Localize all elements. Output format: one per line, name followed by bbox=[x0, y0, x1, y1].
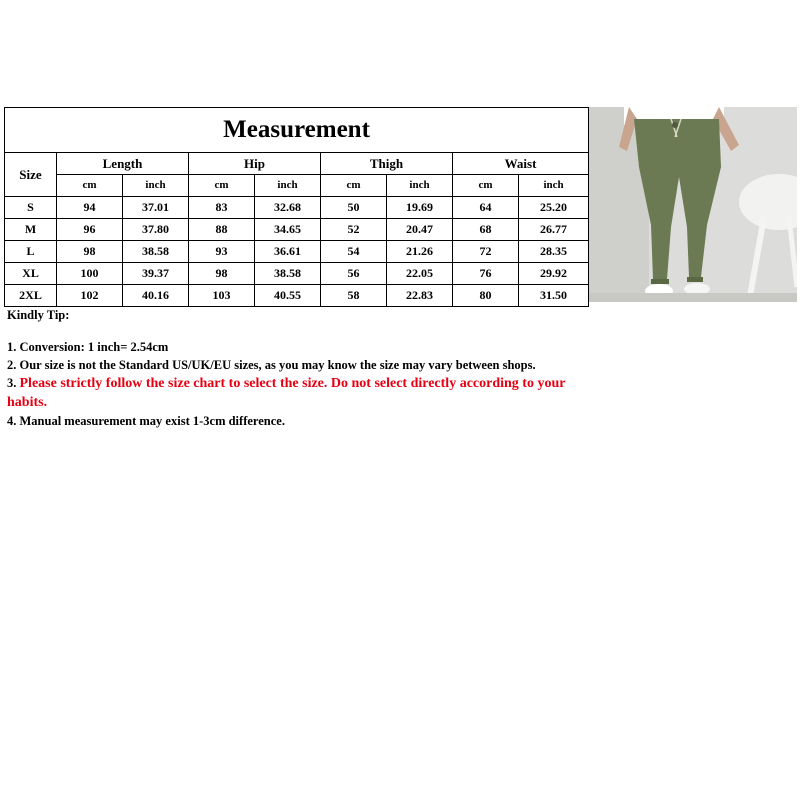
green-pants-illustration bbox=[589, 107, 797, 302]
measurement-cell: 52 bbox=[321, 219, 387, 241]
tips-title: Kindly Tip: bbox=[7, 308, 70, 322]
measurement-cell: 32.68 bbox=[255, 197, 321, 219]
measurement-cell: 98 bbox=[189, 263, 255, 285]
unit-header-cm: cm bbox=[321, 175, 387, 197]
unit-header-inch: inch bbox=[255, 175, 321, 197]
measurement-cell: 102 bbox=[57, 285, 123, 307]
size-label: 2XL bbox=[5, 285, 57, 307]
size-label: S bbox=[5, 197, 57, 219]
measurement-cell: 26.77 bbox=[519, 219, 589, 241]
measurement-cell: 40.16 bbox=[123, 285, 189, 307]
tip-item bbox=[7, 374, 607, 412]
group-header-hip: Hip bbox=[189, 153, 321, 175]
tip-item bbox=[7, 356, 607, 374]
measurement-cell: 31.50 bbox=[519, 285, 589, 307]
tip-text: 2. Our size is not the Standard US/UK/EU sizes, as you may know the size may vary between shops. bbox=[7, 358, 536, 372]
unit-header-inch: inch bbox=[387, 175, 453, 197]
group-header-waist: Waist bbox=[453, 153, 589, 175]
size-label: M bbox=[5, 219, 57, 241]
table-row bbox=[5, 197, 589, 219]
group-header-length: Length bbox=[57, 153, 189, 175]
unit-header-inch: inch bbox=[123, 175, 189, 197]
measurement-cell: 68 bbox=[453, 219, 519, 241]
tip-highlight-text: Please strictly follow the size chart to select the size. Do not select directly according to your habits. bbox=[7, 376, 566, 410]
measurement-cell: 19.69 bbox=[387, 197, 453, 219]
measurement-cell: 94 bbox=[57, 197, 123, 219]
table-row bbox=[5, 263, 589, 285]
measurement-cell: 25.20 bbox=[519, 197, 589, 219]
measurement-cell: 20.47 bbox=[387, 219, 453, 241]
measurement-cell: 37.01 bbox=[123, 197, 189, 219]
tip-item bbox=[7, 338, 607, 356]
tip-text: 3. bbox=[7, 376, 20, 390]
measurement-cell: 22.83 bbox=[387, 285, 453, 307]
size-chart-table bbox=[4, 107, 589, 307]
table-row bbox=[5, 285, 589, 307]
measurement-cell: 28.35 bbox=[519, 241, 589, 263]
measurement-cell: 64 bbox=[453, 197, 519, 219]
group-header-thigh: Thigh bbox=[321, 153, 453, 175]
tip-item bbox=[7, 412, 607, 430]
unit-header-cm: cm bbox=[189, 175, 255, 197]
measurement-cell: 88 bbox=[189, 219, 255, 241]
measurement-cell: 80 bbox=[453, 285, 519, 307]
measurement-cell: 56 bbox=[321, 263, 387, 285]
unit-header-cm: cm bbox=[453, 175, 519, 197]
size-label: L bbox=[5, 241, 57, 263]
table-row bbox=[5, 219, 589, 241]
tips-list bbox=[7, 338, 607, 430]
measurement-cell: 38.58 bbox=[255, 263, 321, 285]
measurement-cell: 72 bbox=[453, 241, 519, 263]
measurement-cell: 98 bbox=[57, 241, 123, 263]
tip-text: 4. Manual measurement may exist 1-3cm difference. bbox=[7, 414, 285, 428]
measurement-cell: 21.26 bbox=[387, 241, 453, 263]
measurement-cell: 58 bbox=[321, 285, 387, 307]
measurement-cell: 34.65 bbox=[255, 219, 321, 241]
measurement-cell: 103 bbox=[189, 285, 255, 307]
kindly-tips bbox=[7, 306, 607, 430]
measurement-cell: 38.58 bbox=[123, 241, 189, 263]
unit-header-cm: cm bbox=[57, 175, 123, 197]
measurement-cell: 39.37 bbox=[123, 263, 189, 285]
product-photo bbox=[589, 107, 797, 302]
measurement-cell: 37.80 bbox=[123, 219, 189, 241]
tip-text: 1. Conversion: 1 inch= 2.54cm bbox=[7, 340, 169, 354]
table-row bbox=[5, 241, 589, 263]
measurement-cell: 76 bbox=[453, 263, 519, 285]
measurement-cell: 93 bbox=[189, 241, 255, 263]
measurement-cell: 96 bbox=[57, 219, 123, 241]
size-column-header: Size bbox=[5, 153, 57, 197]
measurement-cell: 40.55 bbox=[255, 285, 321, 307]
unit-header-inch: inch bbox=[519, 175, 589, 197]
measurement-cell: 54 bbox=[321, 241, 387, 263]
measurement-cell: 83 bbox=[189, 197, 255, 219]
measurement-cell: 29.92 bbox=[519, 263, 589, 285]
measurement-cell: 36.61 bbox=[255, 241, 321, 263]
measurement-cell: 50 bbox=[321, 197, 387, 219]
measurement-cell: 22.05 bbox=[387, 263, 453, 285]
measurement-cell: 100 bbox=[57, 263, 123, 285]
table-title: Measurement bbox=[5, 108, 589, 153]
size-label: XL bbox=[5, 263, 57, 285]
